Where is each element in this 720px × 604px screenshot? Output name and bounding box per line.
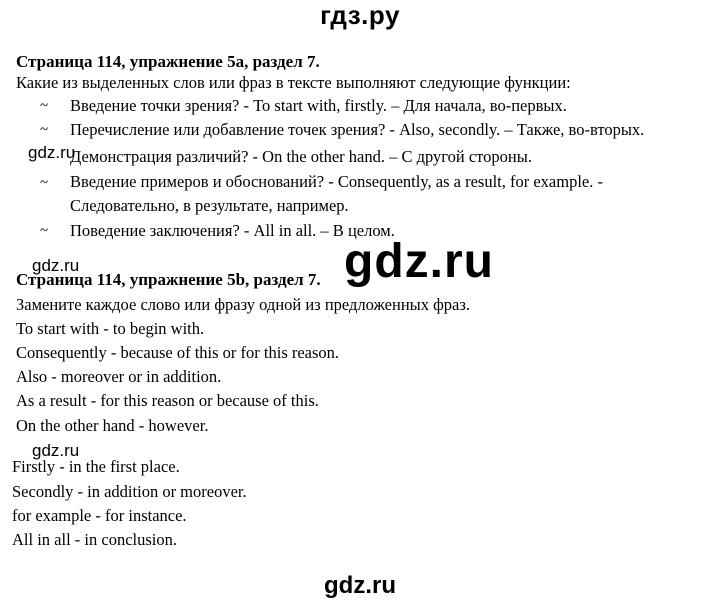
section-a-heading: Страница 114, упражнение 5а, раздел 7. xyxy=(16,52,320,71)
list-item: for example - for instance. xyxy=(12,506,187,525)
section-b-instruction: Замените каждое слово или фразу одной из предложенных фраз. xyxy=(16,295,471,314)
bullet-icon: ~ xyxy=(40,223,49,239)
bullet-icon: ~ xyxy=(40,122,49,138)
list-item: Перечисление или добавление точек зрения? - Also, secondly. – Также, во-вторых. xyxy=(70,120,645,139)
list-item: Secondly - in addition or moreover. xyxy=(12,482,247,501)
site-title: гдз.ру xyxy=(320,0,400,30)
list-item: Демонстрация различий? - On the other hand. – С другой стороны. xyxy=(70,147,532,166)
section-b-heading: Страница 114, упражнение 5b, раздел 7. xyxy=(16,270,321,289)
list-item: Consequently - because of this or for this reason. xyxy=(16,343,340,362)
list-item: On the other hand ‑ however. xyxy=(16,416,209,435)
bullet-icon: ~ xyxy=(40,98,49,114)
bullet-icon: ~ xyxy=(40,175,49,191)
watermark-footer: gdz.ru xyxy=(324,572,396,599)
list-item-text: Введение примеров и обоснований? - Consequently, as a result, for example. - xyxy=(70,172,603,191)
watermark-small: gdz.ru xyxy=(32,441,80,460)
list-item: Firstly - in the first place. xyxy=(12,457,180,476)
list-item-line-1 xyxy=(70,172,706,192)
list-item: To start with - to begin with. xyxy=(16,319,205,338)
list-item: Also - moreover or in addition. xyxy=(16,367,222,386)
watermark-small: gdz.ru xyxy=(32,256,80,275)
section-a-question: Какие из выделенных слов или фраз в тексте выполняют следующие функции: xyxy=(16,73,571,92)
watermark-small: gdz.ru xyxy=(28,143,76,162)
list-item: Поведение заключения? - All in all. – В целом. xyxy=(70,221,395,240)
list-item: Введение точки зрения? - To start with, firstly. – Для начала, во-первых. xyxy=(70,96,567,115)
watermark-large: gdz.ru xyxy=(344,235,494,288)
list-item: All in all - in conclusion. xyxy=(12,530,177,549)
list-item: As a result - for this reason or because of this. xyxy=(16,391,319,410)
list-item-line-2: Следовательно, в результате, например. xyxy=(70,196,349,215)
